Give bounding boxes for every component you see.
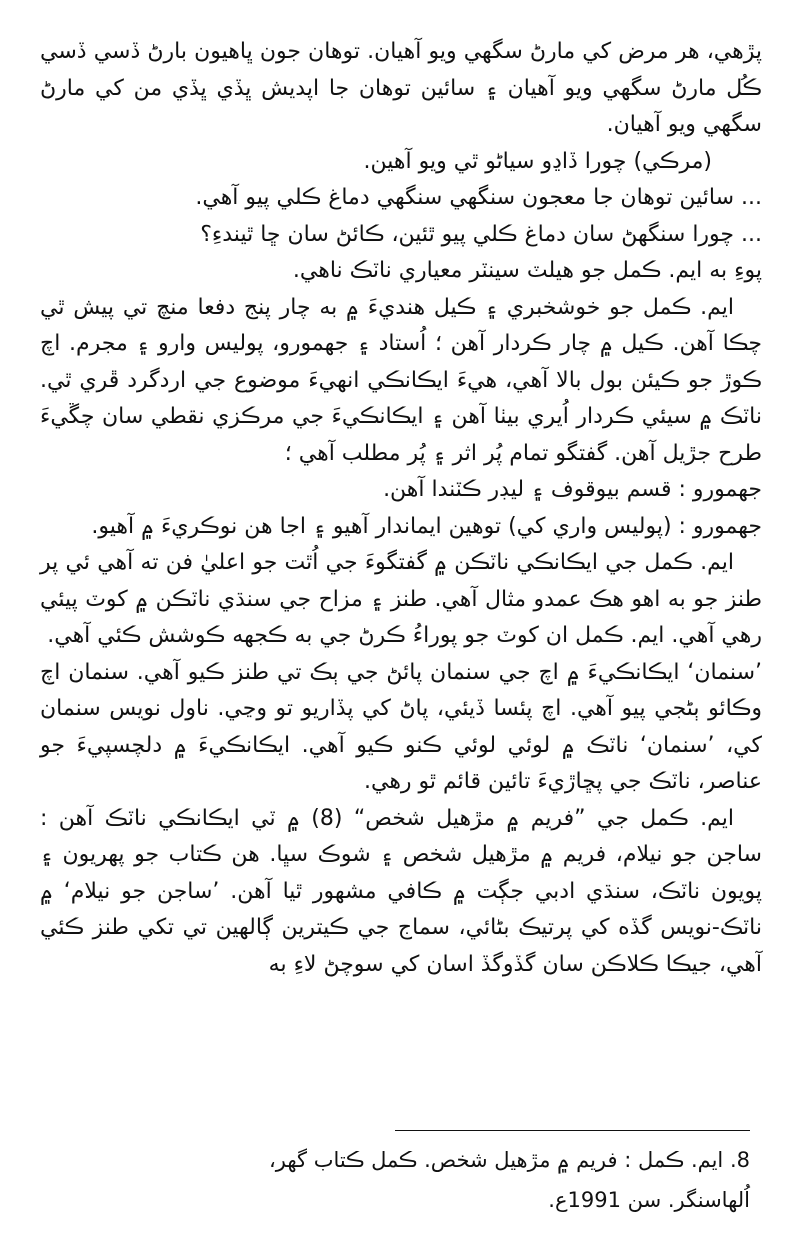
paragraph-frame: ايم. ڪمل جي ”فريم ۾ مڙهيل شخص“ (8) ۾ ٽي ايڪانڪي ناٽڪ آهن : ساجن جو نيلام، فريم ۾ مڙهيل شخص ۽ شوڪ سڀا. هن ڪتاب جو پهريون ۽ پويون ناٽڪ، سنڌي ادبي جڳت ۾ ڪافي مشهور ٿيا آهن. ’ساجن جو نيلام‘ ۾ ناٽڪ-نويس گڏه کي پرتيڪ بڻائي، سماج جي ڪيترين ڳالهين تي تکي طنز ڪئي آهي، جيڪا ڪلاڪن سان گڏوگڏ اسان کي سوچڻ لاءِ به — [40, 805, 762, 977]
dialogue-line-jhamoro-1: جهمورو : قسم بيوقوف ۽ ليڊر ڪٽندا آهن. — [383, 477, 762, 502]
dialogue-line-majoon: ... سائين توهان جا معجون سنگهي سنگهي دماغ ڪلي پيو آهي. — [195, 185, 762, 210]
paragraph-intro: پڙهي، هر مرض کي مارڻ سگهي ويو آهيان. توهان جون ڀاهيون بارڻ ڏسي ڏسي ڪُل مارڻ سگهي ويو آهيان ۽ سائين توهان جا اپديش ڀڏي ڀڏي من کي مارڻ سگهي ويو آهيان. — [40, 39, 762, 137]
dialogue-line-smile: (مرڪي) چورا ڏاڍو سياڻو ٿي ويو آهين. — [363, 148, 712, 174]
page-body — [40, 34, 762, 983]
footnote-divider — [395, 1130, 750, 1131]
dialogue-line-sniffing: ... چورا سنگهڻ سان دماغ ڪلي پيو ٿئين، ڪائڻ سان ڇا ٿيندءِ؟ — [200, 221, 762, 247]
paragraph-khushkhabri: ايم. ڪمل جو خوشخبري ۽ ڪيل هنديءَ ۾ به چار پنج دفعا منچ تي پيش ٿي چڪا آهن. ڪيل ۾ چار ڪردار آهن ؛ اُستاد ۽ جهمورو، پوليس وارو ۽ مجرم. اچ ڪوڙ جو ڪيئن بول بالا آهي، هيءَ ايڪانڪي انهيءَ موضوع جي اردگرد ڦري ٿي. ناٽڪ ۾ سيئي ڪردار اُيري بيٺا آهن ۽ ايڪانڪيءَ جي مرڪزي نقطي سان چڱيءَ طرح جڙيل آهن. گفتگو تمام پُر اثر ۽ پُر مطلب آهي ؛ — [40, 294, 762, 466]
footnote — [130, 1140, 750, 1220]
paragraph-satire: ايم. ڪمل جي ايڪانڪي ناٽڪن ۾ گفتگوءَ جي اُٿت جو اعليٰ فن ته آهي ئي پر طنز جو به اهو هڪ عمدو مثال آهي. طنز ۽ مزاح جي سنڌي ناٽڪن ۾ کوٽ پيئي رهي آهي. ايم. ڪمل ان کوٽ جو پوراءُ ڪرڻ جي به ڪجهه ڪوشش ڪئي آهي. — [40, 550, 762, 648]
footnote-line-2: اُلهاسنگر. سن 1991ع. — [548, 1188, 750, 1212]
paragraph-health-center: پوءِ به ايم. ڪمل جو هيلٽ سينٽر معياري ناٽڪ ناهي. — [292, 258, 762, 283]
dialogue-line-jhamoro-2: جهمورو : (پوليس واري کي) توهين ايماندار آهيو ۽ اجا هن نوڪريءَ ۾ آهيو. — [91, 513, 762, 539]
footnote-line-1: 8. ايم. ڪمل : فريم ۾ مڙهيل شخص. ڪمل ڪتاب گهر، — [269, 1148, 750, 1172]
paragraph-sanman: ’سنمان‘ ايڪانڪيءَ ۾ اچ جي سنمان پائڻ جي ٻڪ تي طنز ڪيو آهي. سنمان اچ وڪائو ٻڻجي پيو آهي. اچ پئسا ڏيئي، پاڻ کي پڏاريو تو وڃي. ناول نويس سنمان کي، ’سنمان‘ ناٽڪ ۾ لوئي لوئي ڪنو ڪيو آهي. ايڪانڪيءَ ۾ دلچسپيءَ جو عناصر، ناٽڪ جي پڇاڙيءَ تائين قائم ٿو رهي. — [40, 659, 762, 794]
